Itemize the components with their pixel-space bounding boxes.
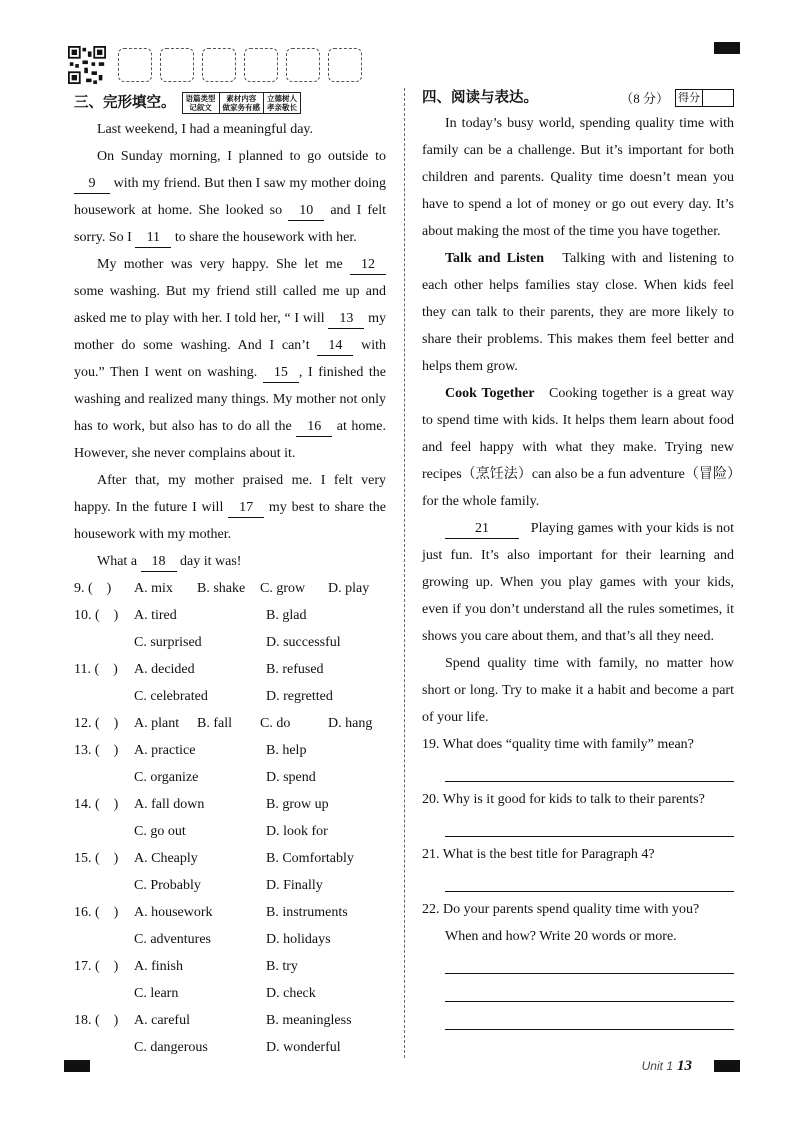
blank-17[interactable]: 17: [228, 499, 264, 518]
answer-line-21[interactable]: [445, 868, 734, 892]
option-choice[interactable]: A. tired: [134, 608, 177, 623]
blank-18[interactable]: 18: [141, 553, 177, 572]
option-choice[interactable]: C. organize: [134, 770, 199, 785]
blank-12[interactable]: 12: [350, 256, 386, 275]
answer-line-22[interactable]: [445, 1006, 734, 1030]
option-choice[interactable]: C. grow: [260, 581, 306, 596]
passage-paragraph: On Sunday morning, I planned to go outside to 9 with my friend. But then I saw my mother doing housework at home. She looked so 10 and I felt sorry. So I 11 to share the housework with her.: [74, 143, 386, 251]
option-choice[interactable]: B. shake: [197, 581, 246, 596]
option-choice[interactable]: C. adventures: [134, 932, 211, 947]
unit-label: Unit 1: [641, 1059, 673, 1073]
option-row: [74, 629, 386, 656]
passage-paragraph: Last weekend, I had a meaningful day.: [97, 122, 314, 137]
option-choice[interactable]: C. celebrated: [134, 689, 208, 704]
option-row: [74, 1007, 386, 1034]
option-choice[interactable]: B. grow up: [266, 797, 329, 812]
tag-genre: 语篇类型 记叙文: [183, 93, 220, 113]
answer-line-22[interactable]: [445, 950, 734, 974]
option-choice[interactable]: D. successful: [266, 635, 341, 650]
blank-9[interactable]: 9: [74, 175, 110, 194]
passage-paragraph: After that, my mother praised me. I felt very happy. In the future I will 17 my best to share the housework with my mother.: [74, 473, 386, 542]
page-number: 13: [677, 1058, 692, 1074]
tag-value: 立德树人 孝亲敬长: [267, 94, 297, 112]
question-number-open: 15. (: [74, 851, 100, 866]
option-choice[interactable]: A. finish: [134, 959, 183, 974]
question-number[interactable]: [74, 656, 134, 683]
question-number-close: ): [113, 608, 119, 623]
option-choice[interactable]: D. Finally: [266, 878, 323, 893]
question-number-close: ): [113, 662, 118, 677]
section-heading: [74, 90, 386, 116]
section-heading: [422, 86, 734, 110]
question-19: 19. What does “quality time with family” mean?: [422, 737, 694, 752]
question-number[interactable]: [74, 953, 134, 980]
option-row: [74, 791, 386, 818]
question-number-open: 13. (: [74, 743, 100, 758]
question-number-open: 12. (: [74, 716, 100, 731]
option-row: [74, 899, 386, 926]
blank-14[interactable]: 14: [317, 337, 353, 356]
question-number-close: ): [113, 851, 119, 866]
option-row: [74, 845, 386, 872]
option-choice[interactable]: C. learn: [134, 986, 179, 1001]
blank-15[interactable]: 15: [263, 364, 299, 383]
option-row: [74, 764, 386, 791]
score-box[interactable]: [675, 89, 734, 107]
tag-content: 素材内容 做家务有感: [220, 93, 265, 113]
passage-paragraph: My mother was very happy. She let me 12 some washing. But my friend still called me up and asked me to play with her. I told her, “ I will 13 my mother do some washing. And I can’t 14 with you.” Then I went on washing. 15 , I finished the washing and realized many things. My mother not only has to work, but also has to do all the 16 at home. However, she never complains about it.: [74, 257, 387, 461]
question-number-close: ): [113, 1013, 119, 1028]
option-row: [74, 656, 386, 683]
option-choice[interactable]: C. do: [260, 716, 291, 731]
page-footer: [642, 1058, 692, 1075]
question-number-open: 16. (: [74, 905, 100, 920]
option-choice[interactable]: A. housework: [134, 905, 213, 920]
corner-mark: [714, 1060, 740, 1072]
option-choice[interactable]: D. regretted: [266, 689, 333, 704]
option-choice[interactable]: C. surprised: [134, 635, 202, 650]
question-number-close: ): [113, 743, 119, 758]
answer-box: [286, 48, 320, 82]
score-field[interactable]: [703, 90, 733, 106]
question-number-open: 18. (: [74, 1013, 100, 1028]
score-area: [620, 85, 734, 112]
blank-16[interactable]: 16: [296, 418, 332, 437]
column-divider: [404, 88, 405, 1058]
question-22: 22. Do your parents spend quality time with you?: [422, 902, 700, 917]
paragraph-heading: Talk and Listen: [445, 251, 545, 266]
option-choice[interactable]: B. glad: [266, 608, 307, 623]
answer-line-19[interactable]: [445, 758, 734, 782]
option-choice[interactable]: A. practice: [134, 743, 196, 758]
question-number-open: 9. (: [74, 581, 93, 596]
reading-section: [422, 86, 734, 1034]
question-number[interactable]: [74, 899, 134, 926]
answer-line-20[interactable]: [445, 813, 734, 837]
question-number-close: ): [113, 716, 119, 731]
option-row: [74, 818, 386, 845]
question-number-open: 11. (: [74, 662, 100, 677]
option-row: [74, 953, 386, 980]
answer-boxes: [118, 48, 362, 82]
option-choice[interactable]: D. look for: [266, 824, 328, 839]
answer-box: [118, 48, 152, 82]
option-choice[interactable]: D. hang: [328, 716, 373, 731]
option-row: [74, 602, 386, 629]
question-number-open: 14. (: [74, 797, 100, 812]
question-21: 21. What is the best title for Paragraph 4?: [422, 847, 655, 862]
section-title: 四、阅读与表达。: [422, 89, 538, 106]
reading-paragraph: Cook Together Cooking together is a great way to spend time with kids. It helps them learn about food and feel happy with what they make. Trying new recipes（烹饪法）can also be a fun adventure（冒险）for the whole family.: [422, 386, 734, 509]
reading-paragraph: Spend quality time with family, no matter how short or long. Try to make it a habit and become a part of your life.: [422, 656, 734, 725]
question-number[interactable]: [74, 737, 134, 764]
question-22-instruction: When and how? Write 20 words or more.: [445, 929, 677, 944]
option-row: [74, 872, 386, 899]
paragraph-heading: Cook Together: [445, 386, 535, 401]
option-choice[interactable]: A. decided: [134, 662, 195, 677]
passage-paragraph: What a 18 day it was!: [74, 548, 386, 575]
option-row: [74, 710, 386, 737]
question-20: 20. Why is it good for kids to talk to their parents?: [422, 792, 705, 807]
option-choice[interactable]: B. Comfortably: [266, 851, 354, 866]
passage-tags: [182, 92, 302, 114]
reading-paragraph: 21 Playing games with your kids is not just fun. It’s also important for their learning and growing up. When you play games with your kids, even if you don’t understand all the rules sometimes, it shows you care about them, and that’s all they need.: [422, 521, 734, 644]
option-choice[interactable]: C. go out: [134, 824, 186, 839]
option-choice[interactable]: D. holidays: [266, 932, 331, 947]
answer-box: [160, 48, 194, 82]
option-row: [74, 737, 386, 764]
question-number[interactable]: [74, 602, 134, 629]
question-number-open: 17. (: [74, 959, 100, 974]
option-choice[interactable]: C. dangerous: [134, 1040, 208, 1055]
option-choice[interactable]: D. spend: [266, 770, 316, 785]
option-choice[interactable]: B. refused: [266, 662, 324, 677]
question-number-open: 10. (: [74, 608, 100, 623]
question-number[interactable]: [74, 791, 134, 818]
option-row: [74, 926, 386, 953]
blank-21[interactable]: 21: [445, 520, 519, 539]
question-number[interactable]: [74, 575, 134, 602]
option-choice[interactable]: A. plant: [134, 716, 180, 731]
section-points: （8 分）: [620, 90, 669, 106]
answer-box: [202, 48, 236, 82]
option-row: [74, 683, 386, 710]
corner-mark: [64, 1060, 90, 1072]
question-number[interactable]: [74, 845, 134, 872]
option-choice[interactable]: D. wonderful: [266, 1040, 341, 1055]
answer-box: [328, 48, 362, 82]
option-choice[interactable]: B. meaningless: [266, 1013, 352, 1028]
option-choice[interactable]: B. instruments: [266, 905, 348, 920]
option-choice[interactable]: C. Probably: [134, 878, 201, 893]
reading-paragraph: In today’s busy world, spending quality time with family can be a challenge. But it’s important for both children and parents. Quality time doesn’t mean you have to spend a lot of money or go out every day. It’s about making the most of the time you have together.: [422, 116, 734, 239]
question-number[interactable]: [74, 710, 134, 737]
question-number-close: ): [113, 905, 119, 920]
blank-11[interactable]: 11: [135, 229, 171, 248]
question-number[interactable]: [74, 1007, 134, 1034]
blank-10[interactable]: 10: [288, 202, 324, 221]
option-row: [74, 575, 386, 602]
options-list: [74, 575, 386, 1061]
answer-line-22[interactable]: [445, 978, 734, 1002]
option-choice[interactable]: A. fall down: [134, 797, 205, 812]
question-number-close: ): [113, 797, 119, 812]
qr-code-icon: [68, 46, 106, 84]
option-choice[interactable]: A. Cheaply: [134, 851, 198, 866]
option-choice[interactable]: B. help: [266, 743, 307, 758]
option-row: [74, 1034, 386, 1061]
option-choice[interactable]: A. careful: [134, 1013, 190, 1028]
cloze-section: [74, 90, 386, 1061]
question-number-close: ): [106, 581, 112, 596]
option-choice[interactable]: A. mix: [134, 581, 173, 596]
corner-mark: [714, 42, 740, 54]
option-row: [74, 980, 386, 1007]
option-choice[interactable]: D. play: [328, 581, 370, 596]
option-choice[interactable]: B. fall: [197, 716, 232, 731]
question-number-close: ): [113, 959, 119, 974]
option-choice[interactable]: D. check: [266, 986, 316, 1001]
score-label: 得分: [676, 90, 703, 106]
reading-paragraph: Talk and Listen Talking with and listening to each other helps families stay close. When kids feel they can talk to their parents, they are more likely to share their problems. This makes them feel better and helps them grow.: [422, 251, 734, 374]
option-choice[interactable]: B. try: [266, 959, 298, 974]
section-title: 三、完形填空。: [74, 94, 176, 111]
blank-13[interactable]: 13: [328, 310, 364, 329]
answer-box: [244, 48, 278, 82]
